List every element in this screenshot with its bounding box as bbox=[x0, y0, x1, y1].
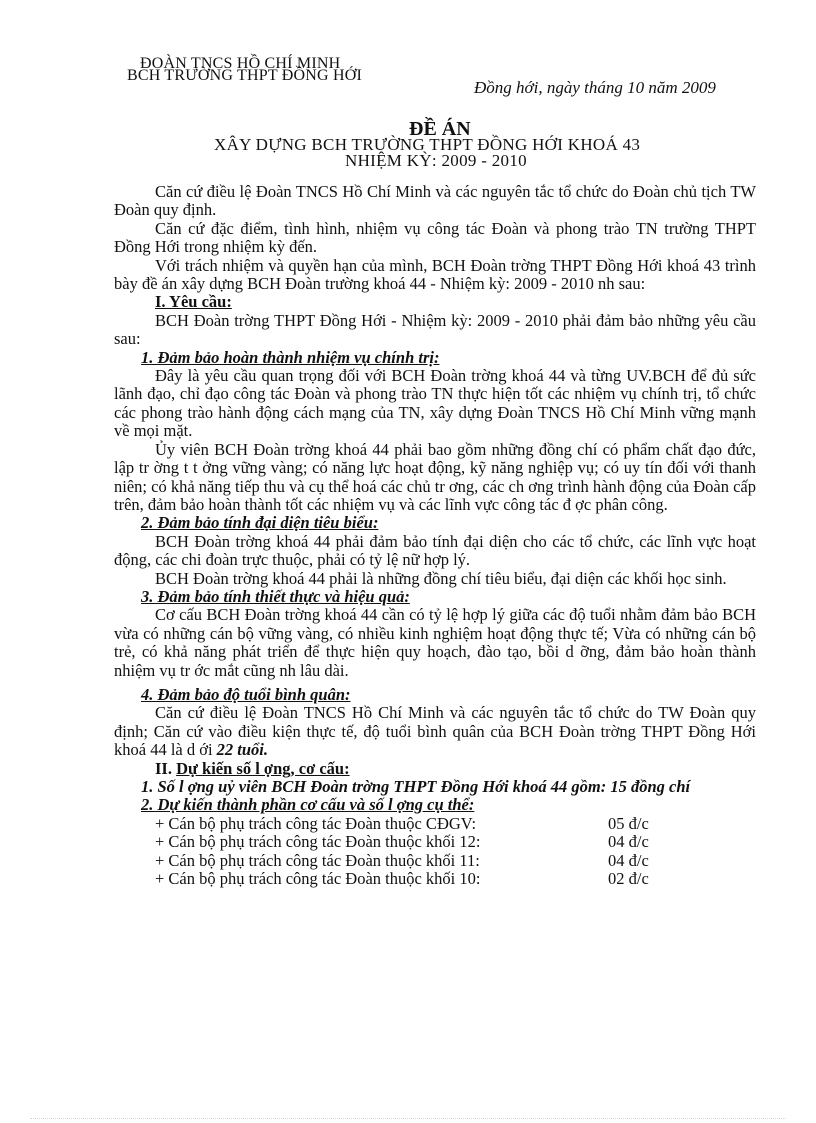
allocation-value: 04 đ/c bbox=[608, 832, 649, 852]
paragraph: BCH Đoàn trờng THPT Đồng Hới - Nhiệm kỳ: 2009 - 2010 phải đảm bảo những yêu cầu sau: bbox=[114, 310, 756, 349]
subsection-heading-text: 2. Đảm bảo tính đại diện tiêu biểu: bbox=[141, 513, 379, 533]
paragraph bbox=[114, 704, 756, 759]
allocation-label: + Cán bộ phụ trách công tác Đoàn thuộc khối 12: bbox=[155, 832, 481, 852]
document-body bbox=[114, 183, 756, 888]
subsection-heading bbox=[141, 514, 756, 532]
composition-heading bbox=[141, 796, 756, 814]
allocation-row bbox=[155, 815, 756, 833]
subsection-heading-text: 1. Đảm bảo hoàn thành nhiệm vụ chính trị: bbox=[141, 347, 440, 367]
org-name-line1: ĐOÀN TNCS HỒ CHÍ MINH bbox=[140, 55, 341, 72]
allocation-row bbox=[155, 852, 756, 870]
doc-subtitle: XÂY DỰNG BCH TRƯỜNG THPT ĐỒNG HỚI KHOÁ 43 bbox=[214, 135, 641, 154]
allocation-value: 02 đ/c bbox=[608, 869, 649, 889]
doc-title: ĐỀ ÁN bbox=[409, 118, 471, 140]
allocation-value: 05 đ/c bbox=[608, 813, 649, 833]
average-age: 22 tuổi. bbox=[216, 740, 269, 760]
allocation-value: 04 đ/c bbox=[608, 850, 649, 870]
paragraph: Cơ cấu BCH Đoàn trờng khoá 44 cần có tỷ lệ hợp lý giữa các độ tuổi nhằm đảm bảo BCH vừa có những cán bộ vững vàng, có nhiều kinh nghiệm hoạt động thực tế; Vừa có những cán bộ trẻ, có khả năng phát triển để thực hiện quy hoạch, đào tạo, bồi d ỡng, đảm bảo hoàn thành nhiệm vụ tr ớc mắt cũng nh lâu dài. bbox=[114, 605, 756, 680]
section-heading-structure bbox=[155, 760, 756, 778]
subsection-heading bbox=[141, 349, 756, 367]
doc-term: NHIỆM KỲ: 2009 - 2010 bbox=[345, 151, 527, 170]
allocation-row bbox=[155, 833, 756, 851]
paragraph: Căn cứ đặc điểm, tình hình, nhiệm vụ công tác Đoàn và phong trào TN trường THPT Đồng Hới trong nhiệm kỳ đến. bbox=[114, 218, 756, 257]
allocation-label: + Cán bộ phụ trách công tác Đoàn thuộc khối 11: bbox=[155, 850, 480, 870]
allocation-label: + Cán bộ phụ trách công tác Đoàn thuộc khối 10: bbox=[155, 869, 481, 889]
page-bottom-divider bbox=[30, 1118, 786, 1119]
member-count-heading: 1. Số l ợng uỷ viên BCH Đoàn trờng THPT Đồng Hới khoá 44 gồm: 15 đồng chí bbox=[141, 777, 691, 796]
section-heading-number: II. bbox=[155, 758, 177, 778]
paragraph: BCH Đoàn trờng khoá 44 phải là những đồng chí tiêu biểu, đại diện các khối học sinh. bbox=[155, 568, 727, 588]
paragraph-text: Căn cứ điều lệ Đoàn TNCS Hồ Chí Minh và các nguyên tắc tổ chức do TW Đoàn quy định; Căn cứ vào điều kiện thực tế, độ tuổi bình quân của BCH Đoàn trờng THPT Đồng Hới khoá 44 là d ới bbox=[114, 703, 756, 760]
composition-heading-text: 2. Dự kiến thành phần cơ cấu và số l ợng cụ thể: bbox=[141, 795, 475, 815]
paragraph: Ủy viên BCH Đoàn trờng khoá 44 phải bao gồm những đồng chí có phẩm chất đạo đức, lập tr ờng t t ởng vững vàng; có năng lực hoạt động, kỹ năng nghiệp vụ; có uy tín đối với thanh niên; có khả năng tiếp thu và cụ thể hoá các chủ tr ơng, các ch ơng trình hành động của Đoàn cấp trên, đảm bảo hoàn thành tốt các nhiệm vụ và các lĩnh vực công tác đ ợc phân công. bbox=[114, 439, 756, 514]
subsection-heading bbox=[141, 588, 756, 606]
subsection-heading-text: 4. Đảm bảo độ tuổi bình quân: bbox=[141, 684, 351, 704]
paragraph: Đây là yêu cầu quan trọng đối với BCH Đoàn trờng khoá 44 và từng UV.BCH để đủ sức lãnh đạo, chỉ đạo công tác Đoàn và phong trào TN thực hiện tốt các nhiệm vụ chính trị, tổ chức các phong trào hành động cách mạng của TN, xây dựng Đoàn TNCS Hồ Chí Minh vững mạnh về mọi mặt. bbox=[114, 366, 756, 441]
paragraph: Với trách nhiệm và quyền hạn của mình, BCH Đoàn trờng THPT Đồng Hới khoá 43 trình bày đề án xây dựng BCH Đoàn trường khoá 44 - Nhiệm kỳ: 2009 - 2010 nh sau: bbox=[114, 255, 756, 294]
allocation-label: + Cán bộ phụ trách công tác Đoàn thuộc CĐGV: bbox=[155, 813, 477, 833]
subsection-heading bbox=[141, 686, 756, 704]
section-heading-requirements: I. Yêu cầu: bbox=[155, 292, 232, 312]
org-name-line2: BCH TRƯỜNG THPT ĐỒNG HỚI bbox=[127, 67, 363, 84]
subsection-heading-text: 3. Đảm bảo tính thiết thực và hiệu quả: bbox=[141, 586, 410, 606]
section-heading-text: Dự kiến số l ợng, cơ cấu: bbox=[176, 758, 350, 778]
allocation-row bbox=[155, 870, 756, 888]
date-line: Đồng hới, ngày tháng 10 năm 2009 bbox=[474, 78, 716, 97]
paragraph: Căn cứ điều lệ Đoàn TNCS Hồ Chí Minh và các nguyên tắc tổ chức do Đoàn chủ tịch TW Đoàn quy định. bbox=[114, 182, 756, 220]
paragraph: BCH Đoàn trờng khoá 44 phải đảm bảo tính đại diện cho các tổ chức, các lĩnh vực hoạt động, các chi đoàn trực thuộc, phải có tỷ lệ nữ hợp lý. bbox=[114, 531, 756, 570]
